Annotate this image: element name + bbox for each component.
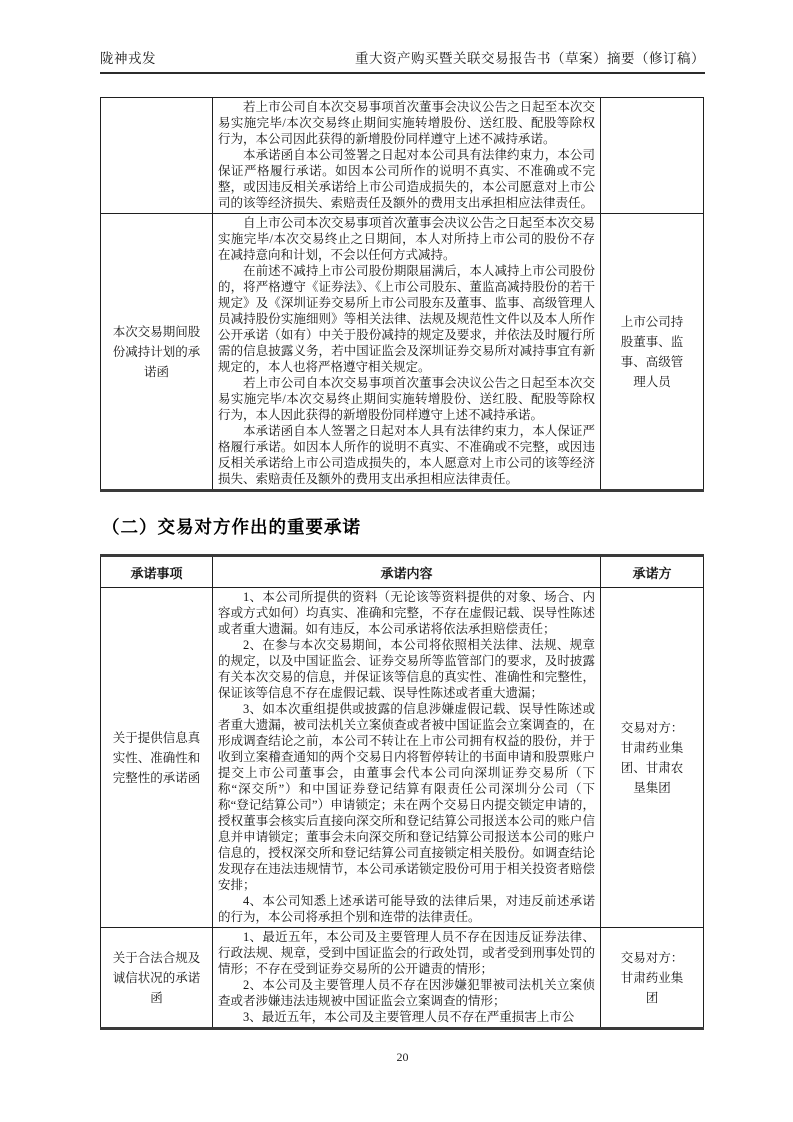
column-header-party: 承诺方	[601, 556, 704, 588]
paragraph: 3、如本次重组提供或披露的信息涉嫌虚假记载、误导性陈述或者重大遗漏，被司法机关立案侦查或者被中国证监会立案调查的，在形成调查结论之前，本公司不转让在上市公司拥有权益的股份，并于收到立案稽查通知的两个交易日内将暂停转让的书面申请和股票账户提交上市公司董事会，由董事会代本公司向深圳证券交易所（下称“深交所”）和中国证券登记结算有限责任公司深圳分公司（下称“登记结算公司”）申请锁定；未在两个交易日内提交锁定申请的，授权董事会核实后直接向深交所和登记结算公司报送本公司的账户信息并申请锁定；董事会未向深交所和登记结算公司报送本公司的账户信息的，授权深交所和登记结算公司直接锁定相关股份。如调查结论发现存在违法违规情节，本公司承诺锁定股份可用于相关投资者赔偿安排；	[218, 702, 595, 892]
page-number: 20	[396, 1050, 409, 1064]
paragraph: 1、本公司所提供的资料（无论该等资料提供的对象、场合、内容或方式如何）均真实、准确和完整，不存在虚假记载、误导性陈述或者重大遗漏。如有违反，本公司承诺将依法承担赔偿责任；	[218, 590, 595, 636]
commitment-party-cell-empty	[601, 98, 704, 214]
commitment-item-cell-empty	[101, 98, 213, 214]
commitment-content-cell	[213, 214, 601, 491]
table-row	[101, 588, 704, 928]
table-row	[101, 98, 704, 214]
table-header-row	[101, 556, 704, 588]
commitment-party-cell: 交易对方：甘肃药业集团	[601, 928, 704, 1029]
counterparty-commitment-table	[100, 554, 704, 1030]
paragraph: 2、在参与本次交易期间，本公司将依照相关法律、法规、规章的规定，以及中国证监会、证券交易所等监管部门的要求，及时披露有关本次交易的信息，并保证该等信息的真实性、准确性和完整性，保证该等信息不存在虚假记载、误导性陈述或者重大遗漏；	[218, 638, 595, 700]
commitment-content-cell	[213, 928, 601, 1029]
commitment-item-cell: 关于提供信息真实性、准确性和完整性的承诺函	[101, 588, 213, 928]
shareholder-commitment-table	[100, 97, 704, 492]
header-company-name: 陇神戎发	[100, 51, 156, 66]
commitment-item-cell: 关于合法合规及诚信状况的承诺函	[101, 928, 213, 1029]
table-row	[101, 214, 704, 491]
commitment-party-cell: 交易对方：甘肃药业集团、甘肃农垦集团	[601, 588, 704, 928]
paragraph: 4、本公司知悉上述承诺可能导致的法律后果，对违反前述承诺的行为，本公司将承担个别和连带的法律责任。	[218, 894, 595, 924]
paragraph: 自上市公司本次交易事项首次董事会决议公告之日起至本次交易实施完毕/本次交易终止之日期间，本人对所持上市公司的股份不存在减持意向和计划，不会以任何方式减持。	[218, 216, 595, 262]
paragraph: 本承诺函自本人签署之日起对本人具有法律约束力，本人保证严格履行承诺。如因本人所作的说明不真实、不准确或不完整，或因违反相关承诺给上市公司造成损失的，本人愿意对上市公司的该等经济损失、索赔责任及额外的费用支出承担相应法律责任。	[218, 424, 595, 486]
commitment-content-cell	[213, 98, 601, 214]
section-heading: （二）交易对方作出的重要承诺	[102, 517, 361, 537]
paragraph: 3、最近五年，本公司及主要管理人员不存在严重损害上市公	[243, 1010, 575, 1024]
paragraph: 2、本公司及主要管理人员不存在因涉嫌犯罪被司法机关立案侦查或者涉嫌违法违规被中国证监会立案调查的情形；	[218, 978, 595, 1008]
paragraph: 本承诺函自本公司签署之日起对本公司具有法律约束力，本公司保证严格履行承诺。如因本公司所作的说明不真实、不准确或不完整，或因违反相关承诺给上市公司造成损失的，本公司愿意对上市公司的该等经济损失、索赔责任及额外的费用支出承担相应法律责任。	[218, 148, 595, 210]
page-header	[100, 50, 705, 74]
document-page	[100, 0, 705, 1065]
paragraph: 在前述不减持上市公司股份期限届满后，本人减持上市公司股份的，将严格遵守《证券法》、《上市公司股东、董监高减持股份的若干规定》及《深圳证券交易所上市公司股东及董事、监事、高级管理人员减持股份实施细则》等相关法律、法规及规范性文件以及本人所作公开承诺（如有）中关于股份减持的规定及要求，并依法及时履行所需的信息披露义务，若中国证监会及深圳证券交易所对减持事宜有新规定的，本人也将严格遵守相关规定。	[218, 264, 595, 374]
table-row	[101, 928, 704, 1029]
commitment-content-cell	[213, 588, 601, 928]
commitment-item-cell: 本次交易期间股份减持计划的承诺函	[101, 214, 213, 491]
paragraph: 若上市公司自本次交易事项首次董事会决议公告之日起至本次交易实施完毕/本次交易终止期间实施转增股份、送红股、配股等除权行为，本人因此获得的新增股份同样遵守上述不减持承诺。	[218, 376, 595, 422]
header-document-title: 重大资产购买暨关联交易报告书（草案）摘要（修订稿）	[355, 51, 705, 66]
commitment-party-cell: 上市公司持股董事、监事、高级管理人员	[601, 214, 704, 491]
paragraph: 1、最近五年，本公司及主要管理人员不存在因违反证券法律、行政法规、规章，受到中国证监会的行政处罚，或者受到刑事处罚的情形；不存在受到证券交易所的公开谴责的情形；	[218, 930, 595, 976]
paragraph: 若上市公司自本次交易事项首次董事会决议公告之日起至本次交易实施完毕/本次交易终止期间实施转增股份、送红股、配股等除权行为，本公司因此获得的新增股份同样遵守上述不减持承诺。	[218, 100, 595, 146]
column-header-content: 承诺内容	[213, 556, 601, 588]
column-header-item: 承诺事项	[101, 556, 213, 588]
